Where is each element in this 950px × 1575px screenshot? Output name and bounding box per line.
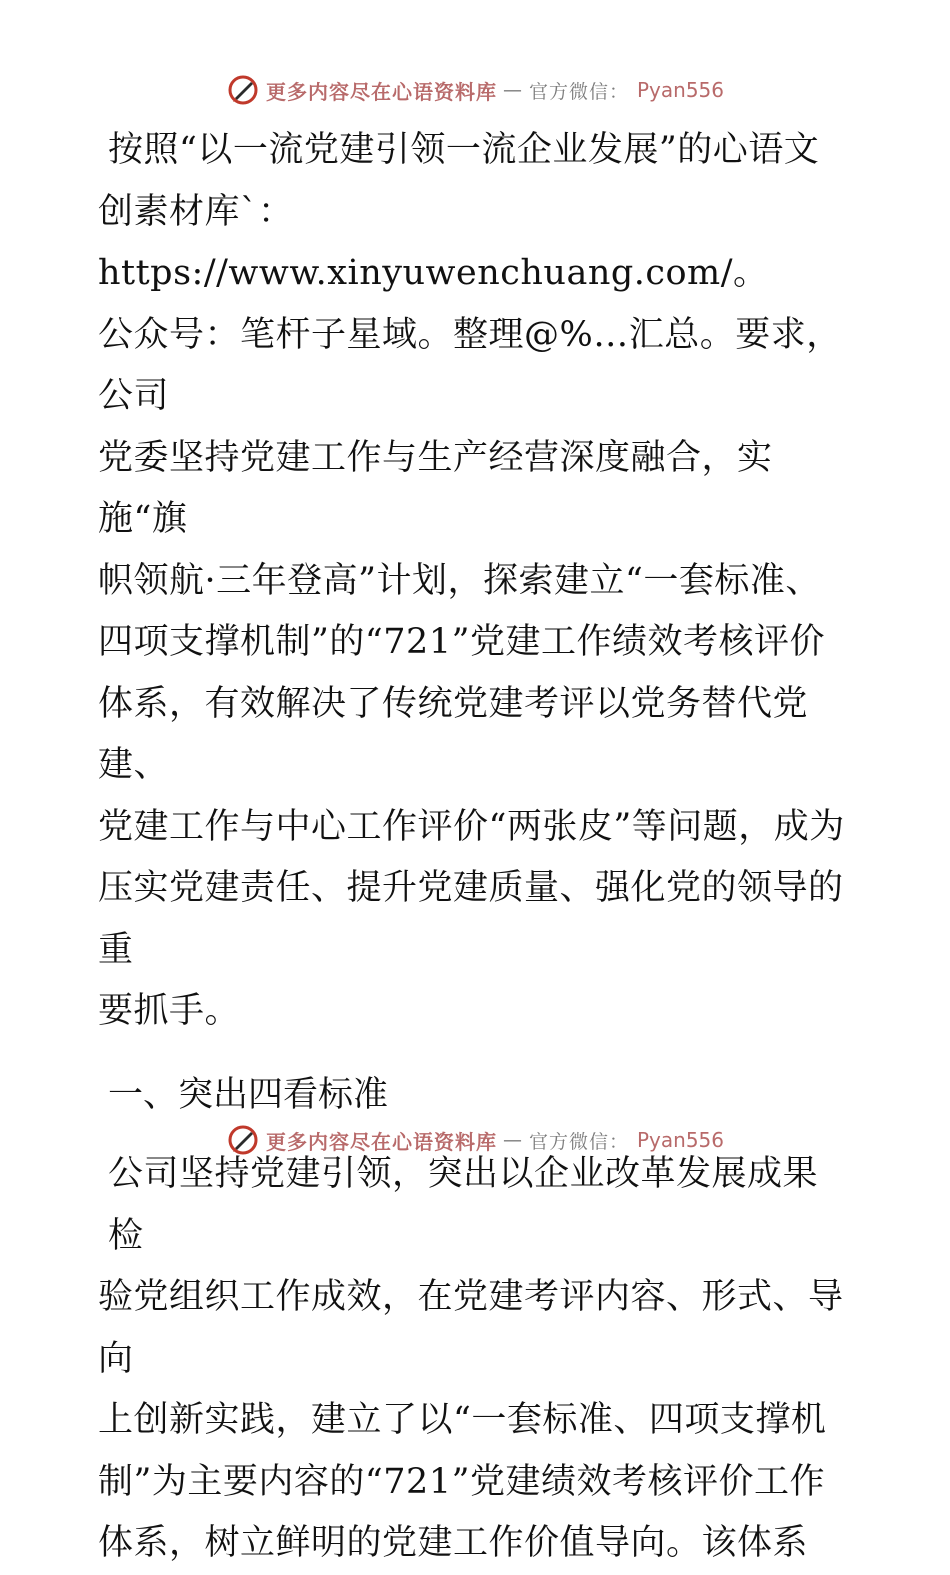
watermark-account: Pyan556 [637, 78, 725, 102]
intro-line: 帜领航·三年登高”计划，探索建立“一套标准、 [98, 560, 821, 601]
watermark-sub-text: 官方微信： [528, 1130, 629, 1153]
section-heading: 一、突出四看标准 [108, 1074, 389, 1115]
pen-logo-icon [226, 1123, 260, 1157]
body-line: 制”为主要内容的“721”党建绩效考核评价工作 [98, 1461, 825, 1502]
document-body [98, 120, 850, 1575]
watermark-account: Pyan556 [637, 1128, 725, 1152]
intro-line: 党建工作与中心工作评价“两张皮”等问题，成为 [98, 806, 845, 847]
body-line: 上创新实践，建立了以“一套标准、四项支撑机 [98, 1400, 827, 1440]
watermark-main-text: 更多内容尽在心语资料库 [265, 79, 497, 104]
intro-line: 公众号：笔杆子星域。整理@%…汇总。要求，公司 [98, 314, 842, 416]
intro-line: 创素材库`：https://www.xinyuwenchuang.com/。 [98, 191, 769, 293]
intro-line: 四项支撑机制”的“721”党建工作绩效考核评价 [98, 622, 825, 662]
body-line: 体系，树立鲜明的党建工作价值导向。该体系 [98, 1523, 809, 1563]
body-paragraph [98, 1144, 850, 1575]
intro-line: 党委坚持党建工作与生产经营深度融合，实施“旗 [98, 437, 773, 539]
intro-line: 体系，有效解决了传统党建考评以党务替代党建、 [98, 683, 809, 785]
header-watermark [0, 68, 950, 112]
intro-line: 要抓手。 [98, 991, 241, 1031]
intro-line: 压实党建责任、提升党建质量、强化党的领导的重 [98, 868, 844, 970]
watermark-separator: — [502, 79, 523, 101]
intro-paragraph [98, 120, 850, 1043]
intro-line: 按照“以一流党建引领一流企业发展”的心语文 [108, 130, 820, 170]
body-line: 验党组织工作成效，在党建考评内容、形式、导向 [98, 1277, 844, 1379]
watermark-separator: — [502, 1129, 523, 1151]
pen-logo-icon [226, 73, 260, 107]
watermark-sub-text: 官方微信： [528, 80, 629, 103]
body-line: 公司坚持党建引领，突出以企业改革发展成果检 [108, 1154, 819, 1256]
watermark-main-text: 更多内容尽在心语资料库 [265, 1129, 497, 1154]
footer-watermark [0, 1118, 950, 1162]
